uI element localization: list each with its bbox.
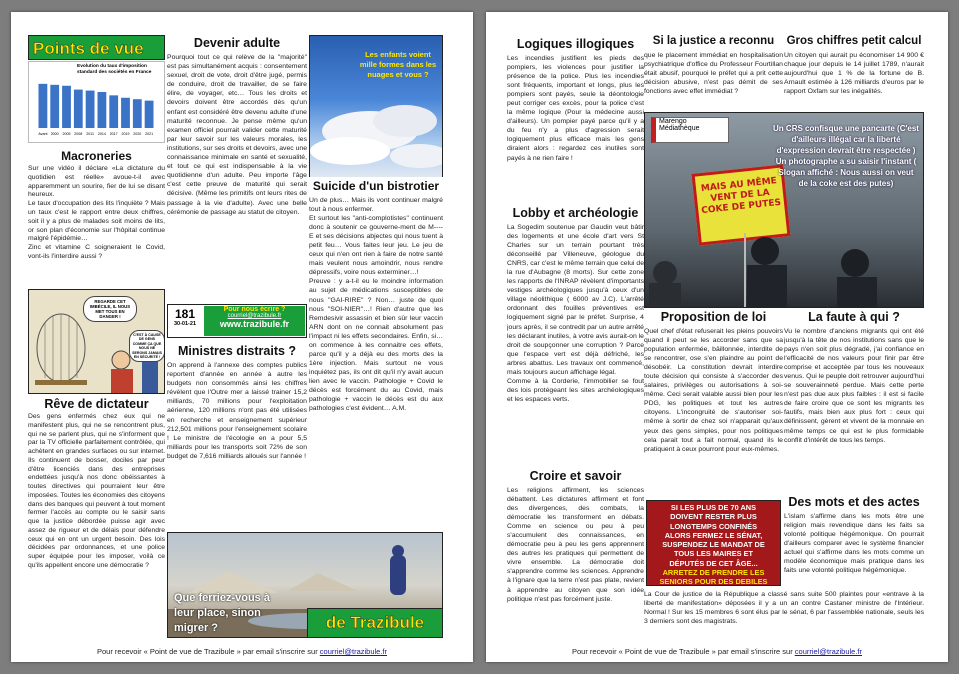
chart-year-label: 2008 [74, 132, 83, 136]
points-de-vue-block [28, 35, 165, 143]
write-email[interactable]: courriel@trazibule.fr [227, 313, 282, 319]
points-de-vue-banner [28, 35, 165, 60]
brand-title: de Trazibule [325, 613, 425, 632]
macroneries-block [28, 149, 165, 287]
seniors-line7: DÉPUTÉS DE CET ÂGE... [669, 558, 758, 568]
seniors-line2: DOIVENT RESTER PLUS [670, 512, 757, 522]
issue-date: 30-01-21 [173, 321, 197, 327]
chart-bar [50, 85, 59, 128]
faute-block [784, 308, 924, 494]
seniors-line5: SUSPENDEZ LE MANDAT DE [662, 540, 765, 550]
seniors-text [647, 501, 780, 586]
reve-block [28, 396, 165, 638]
chart-bar [74, 90, 83, 128]
seniors-line3: LONGTEMPS CONFINÉS [669, 521, 758, 531]
issue-box [167, 304, 307, 338]
suicide-text: Un de plus… Mais ils vont continuer malgré tout à nous enfermer. Et surtout les "anti-complotistes" continuent donc à soutenir ce gouverne-ment de M----E et ses décisions abjectes qui nous tuent à petit feu… Vous faites leur jeu. Le jeu de ceux qui n'en ont rien à faire de notre santé mais veulent nous amoindrir, nous rendre dépressifs, voire nous exterminer…! Preuve : y a-t-il eu le moindre information au sujet de médications susceptibles de nous "GAI-RIRE" ? Non… juste de quoi nous "SOI-NIER"…! Rien d'autre que les Remdesivir assassin et bien sûr leur vaccin ARN dont on ne connait absolument pas l'impact ni les effets secondaires. Enfin, si… on commence à les connaitre ces effets, parce qu'il y a déjà eu des morts des la 1ère injection. Mais surtout ne vous inquiétez pas, ils ont dit qu'il n'y avait aucun lien avec le vaccin. Pathologie + Covid le décès est forcément du au Covid, mais pathologie + vaccin le décès est du aux pathologies c'est évident… A.M. [309, 197, 443, 413]
street-sign-line1: Marengo [659, 118, 687, 125]
macroneries-title: Macroneries [61, 149, 132, 163]
right-footer-text: Pour recevoir « Point de vue de Trazibule » par email s'inscrire sur [571, 647, 795, 656]
chart-bar [86, 91, 95, 128]
ministres-title: Ministres distraits ? [177, 344, 297, 358]
sky-caption: Les enfants voient mille formes dans les nuages et vous ? [359, 50, 437, 79]
chart-bar [62, 86, 71, 128]
tax-chart [28, 61, 165, 143]
devenir-title: Devenir adulte [193, 36, 281, 50]
logiques-text: Les incendies justifient les pieds des pompiers, les violences pour justifier la présence de la police. Plus les incendies sont fréquents, important et longs, plus les pompiers sont payés, seule la déontologie peut corriger ces excès, pour la police c'est la même logique (Pour la médecine aussi d'ailleurs). Un pompier payé parce qu'il y a du feu n'y a plus d'agression serait logiquement plus efficace mais les gens diraient alors : regardez ces inutiles sont payés à ne rien faire ! [507, 55, 644, 162]
points-de-vue-title: Points de vue [33, 39, 144, 58]
proposition-block [644, 308, 783, 498]
faute-text: Vu le nombre d'anciens migrants qui ont été jusqu'à la tête de nos institutions sans que le pays n'en soit plus dégradé, j'ai confiance en l'efficacité de nos valeurs pour finir par être comprise et acceptée par tous les nouveaux venus. Qui le peuple doit retrouver aujourd'hui se souverainneté perdue. Mais cette perte n'est pas due aux plus faibles : il est si facile de faire croire que ce sont les migrants les fautifs, mais bien aux plus fort : ceux qui définissent, gèrent et vivent de la monnaie en même temps ce qui est le plus formidable conflit d'intérêt de tous les temps. [784, 328, 924, 444]
mots-block [784, 494, 924, 598]
croire-block [507, 468, 644, 638]
right-page [486, 12, 948, 662]
chart-bar [133, 99, 142, 128]
mots-title: Des mots et des actes [788, 495, 920, 509]
chart-bar [98, 92, 107, 128]
write-label: Pour nous écrire ? [223, 306, 286, 313]
sky-photo [309, 35, 443, 178]
chart-plot [29, 62, 164, 142]
logiques-block [507, 35, 644, 201]
birdcage-cartoon [28, 289, 165, 394]
devenir-text: Pourquoi tout ce qui relève de la "majorité" est pas simultanément acquis : consentement sexuel, droit de vote, droit d'être jugé, permis de conduire, droit de travailler, de se faire élire, de voyager, etc… Tous les droits et devoirs doivent être accordés dès qu'un enfant est considéré être devenu adulte d'une maturité reconnue. Je pense même qu'un examen officiel pourrait valider cette maturité par leur savoir sur les valeurs morales, les institutions, sur ses droits et devoirs, avec une connaissance minimale en santé et sexualité, et tout ce qui est indispensable à la vie quotidienne d'un adulte. Peu importe l'âge c'est cette preuve de maturité qui serait décisive. (Même les primitifs ont leurs rites de passage à la vie d'adulte). Avec une belle cérémonie de passage au statut de citoyen. [167, 54, 307, 216]
gros-chiffres-text: Un citoyen qui aurait pu économiser 14 900 € chaque jour depuis le 14 juillet 1789, n'aurait aujourd'hui que 1 % de la fortune de B. Arnault estimée à 126 milliards d'euros par le rapport Oxfam sur les inégalités. [784, 52, 924, 96]
chart-bar [109, 95, 118, 128]
chart-year-label: Avant [38, 132, 48, 136]
issue-number: 181 [174, 307, 196, 321]
chart-year-label: 2017 [109, 132, 118, 136]
right-footer [486, 647, 948, 656]
cour-block [644, 590, 924, 636]
reve-text: Des gens enfermés chez eux qui ne manifestent plus, qui ne se rencontrent plus, qui ne se parlent plus, qui ne s'informent que par la TV officielle parfaitement contrôlée, qui achètent en grandes surfaces ou sur internet. Ils continuent de bosser, dociles par peur d'être licenciés dans des entreprises endettées jusqu'à nos donc obéissantes à toutes directives qui pourraient leur être imposées. Toutes les économies des citoyens dans des banques qui peuvent à tout moment fermer l'accès au compte ou le saisir sans que la justice débordée puisse agir avec assez de rigueur et de délais pour défendre ceux qui en ont un urgent besoin. Des lois décidées par ordonnances, et une police super équipée pour les imposer, voilà ce qu'ils appellent encore une démocratie ? [28, 413, 165, 569]
croire-text: Les religions affirment, les sciences débattent. Les dictatures affirment et font des divergences, des combats, la démocratie les transforment en débats. Comme en science ou peu à peu s'accumulent des connaissances, en démocratie peu à peu les gens apprennent des autres les pratiques qui permettent de vivre ensemble. La démocratie doit s'apprendre comme les sciences. Apprendre à l'ignare que la terre n'est pas plate, revient à apprendre au citoyen que son idée politique n'est pas forcément juste. [507, 487, 644, 603]
proposition-text: Quel chef d'état refuserait les pleins pouvoirs quand il peut se les accorder sans que sa population enfermée, bâillonnée, interdite de se rencontrer, ose s'en plaindre au point de désobéir. La constitution devrait interdire toute décision qui consiste à s'accorder des salaires, privilèges ou autorisations à soi-même. Ceci serait valable aussi bien pour les PDG, les politiques et tout les autres citoyens. L'incongruité de s'autoriser soi-même à sortir de chez soi n'apparait qu'aux yeux des gens simples, pour nos politiques cela parait tout a fait normal, quand ils le pratiquent à ceux pourront pour eux-mêmes. [644, 328, 783, 453]
camp-caption: Que ferriez-vous à leur place, sinon migrer ? [174, 592, 270, 634]
reve-title: Rêve de dictateur [44, 397, 149, 411]
chart-year-label: 2000 [50, 132, 59, 136]
bubble-right: C'EST À CAUSE DE GENS COMME ÇA QUE NOUS NE SERONS JAMAIS EN SÉCURITÉ ! [129, 330, 165, 362]
proposition-title: Proposition de loi [660, 310, 767, 324]
street-sign-line2: Médiathèque [659, 125, 700, 132]
ministres-text: On apprend à l'annexe des comptes publics reportent d'année en année à autre les budgets non consommés ainsi les chiffres révèlent que l'Outre mer a laissé trainer 15,2 milliards, 70 millions pour l'exploitation aérienne, 120 millions n'ont pas été utilisées en recherche et enseignement supérieur 212,501 millions pour l'enseignement scolaire ! Le ministre de l'écologie en a pour 5,5 milliards pour les transports soit 72% de son budget de 7,616 milliards alloués sur l'année ! [167, 362, 307, 460]
seniors-line8: ARRETEZ DE PRENDRE LES [662, 568, 765, 578]
chart-year-label: 2005 [62, 132, 71, 136]
placard-text: MAIS AU MÊME VENT DE LA COKE DE PUTES [700, 176, 782, 217]
logiques-title: Logiques illogiques [516, 37, 635, 51]
croire-title: Croire et savoir [529, 469, 622, 483]
seniors-line9: SENIORS POUR DES DEBILES [659, 577, 768, 586]
chart-year-label: 2021 [145, 132, 154, 136]
mots-text: L'islam s'affirme dans les mots être une religion mais revendique dans les faits sa volonté politique hégémonique. On pourrait d'ailleurs comparer avec le système financier actuel qui s'affirme dans les mots comme un modèle économique mais pratique dans les faits une volonté politique hégémonique. [784, 513, 924, 575]
left-page [11, 12, 473, 662]
ministres-block [167, 342, 307, 532]
crs-caption: Un CRS confisque une pancarte (C'est d'ailleurs illégal car la liberté d'expression devrait être respectée ) Un photographe a su saisir l'instant ( Slogan affiché : Nous aussi on veut de la coke est des putes) [773, 124, 919, 188]
left-footer [11, 647, 473, 656]
chart-year-label: 2019 [121, 132, 130, 136]
seniors-line1: SI LES PLUS DE 70 ANS [670, 503, 757, 512]
chart-bar [121, 98, 130, 128]
justice-title: Si la justice a reconnu [652, 35, 775, 47]
suicide-block [309, 177, 443, 557]
gros-chiffres-title: Gros chiffres petit calcul [786, 35, 922, 47]
justice-text: que le placement immédiat en hospitalisation psychiatrique d'office du Professeur Fourtillan était abusif, pourquoi le préfet qui a prit cette décision abusive, n'est pas démit de ses fonctions avec effet immédiat ? [644, 52, 783, 96]
seniors-line6: TOUS LES MAIRES ET [673, 549, 754, 559]
devenir-block [167, 35, 307, 307]
left-footer-email[interactable]: courriel@trazibule.fr [319, 647, 387, 656]
bubble-left: REGARDE CET IMBÉCILE, IL NOUS MET TOUS EN DANGER ! [83, 296, 137, 322]
justice-block [644, 32, 783, 122]
chart-bar [39, 84, 48, 128]
lobby-text: La Sogedim soutenue par Gaudin veut bâtir des logements et une école d'art vers St Charles sur un terrain pourtant très déconseillé par Villeneuve, géologue du CNRS, car c'est le même terrain que celui de la rue d'Aubagne (8 morts). Sur cette zone les rapports de l'INRAP révèlent d'importants vestiges archéologiques jusqu'à ceux d'un village néolithique ( 6000 av J.C). L'arrêté ordonnant des fouilles préventives est logiquement signé par le préfet. Surprise, 4 jours après, il se contredit par un autre arrêté les déclarant inutiles, à votre avis aurait-on le droit de soupçonner une corruption ? Parce que l'espace vert est déjà défriché, les arbres abattus. Les travaux ont commencé, mais toujours aucun affichage légal. Comme à la Corderie, l'immobilier se fout des lois protégeant les sites archéologiques et les espaces verts. [507, 224, 644, 403]
chart-year-label: 2020 [133, 132, 142, 136]
right-footer-email[interactable]: courriel@trazibule.fr [794, 647, 862, 656]
chart-title: Evolution du taux d'imposition standard des sociétés en France [77, 64, 152, 75]
lobby-block [507, 201, 644, 471]
suicide-title: Suicide d'un bistrotier [312, 179, 440, 193]
crs-photo [644, 112, 924, 308]
lobby-title: Lobby et archéologie [512, 206, 639, 220]
seniors-poster [646, 500, 781, 586]
chart-bar [145, 101, 154, 128]
chart-year-label: 2011 [86, 132, 94, 136]
chart-year-label: 2014 [97, 132, 106, 136]
macroneries-text: Sur une vidéo il déclare «La dictature du quotidien est réelle» avoue-t-il avec apparemment un sourire, fier de lui se disant heureux. Le taux d'occupation des lits l'inquiète ? Mais un taux c'est le rapport entre deux chiffres, soit il y a plus de malades soit moins de lits, or son plan d'économie sur l'hôpital continue malgré l'épidémie… Zinc et vitamine C soigneraient le Covid, vont-ils l'interdire aussi ? [28, 165, 165, 260]
cour-text: La Cour de justice de la République a classé sans suite 500 plaintes pour «entrave à la liberté de manifestation» déposées il y a un an contre Castaner ministre de l'Intérieur. Normal ! Sur les 15 membres 6 sont élus par le sénat, 6 par l'assemblée nationale, seuls les 3 derniers sont des magistrats. [644, 591, 924, 626]
faute-title: La faute à qui ? [808, 310, 900, 324]
brand-banner [307, 608, 443, 638]
gros-chiffres-block [784, 32, 924, 122]
seniors-line4: ALORS FERMEZ LE SÉNAT, [664, 530, 763, 540]
website-link[interactable]: www.trazibule.fr [219, 319, 290, 329]
left-footer-text: Pour recevoir « Point de vue de Trazibule » par email s'inscrire sur [96, 647, 320, 656]
